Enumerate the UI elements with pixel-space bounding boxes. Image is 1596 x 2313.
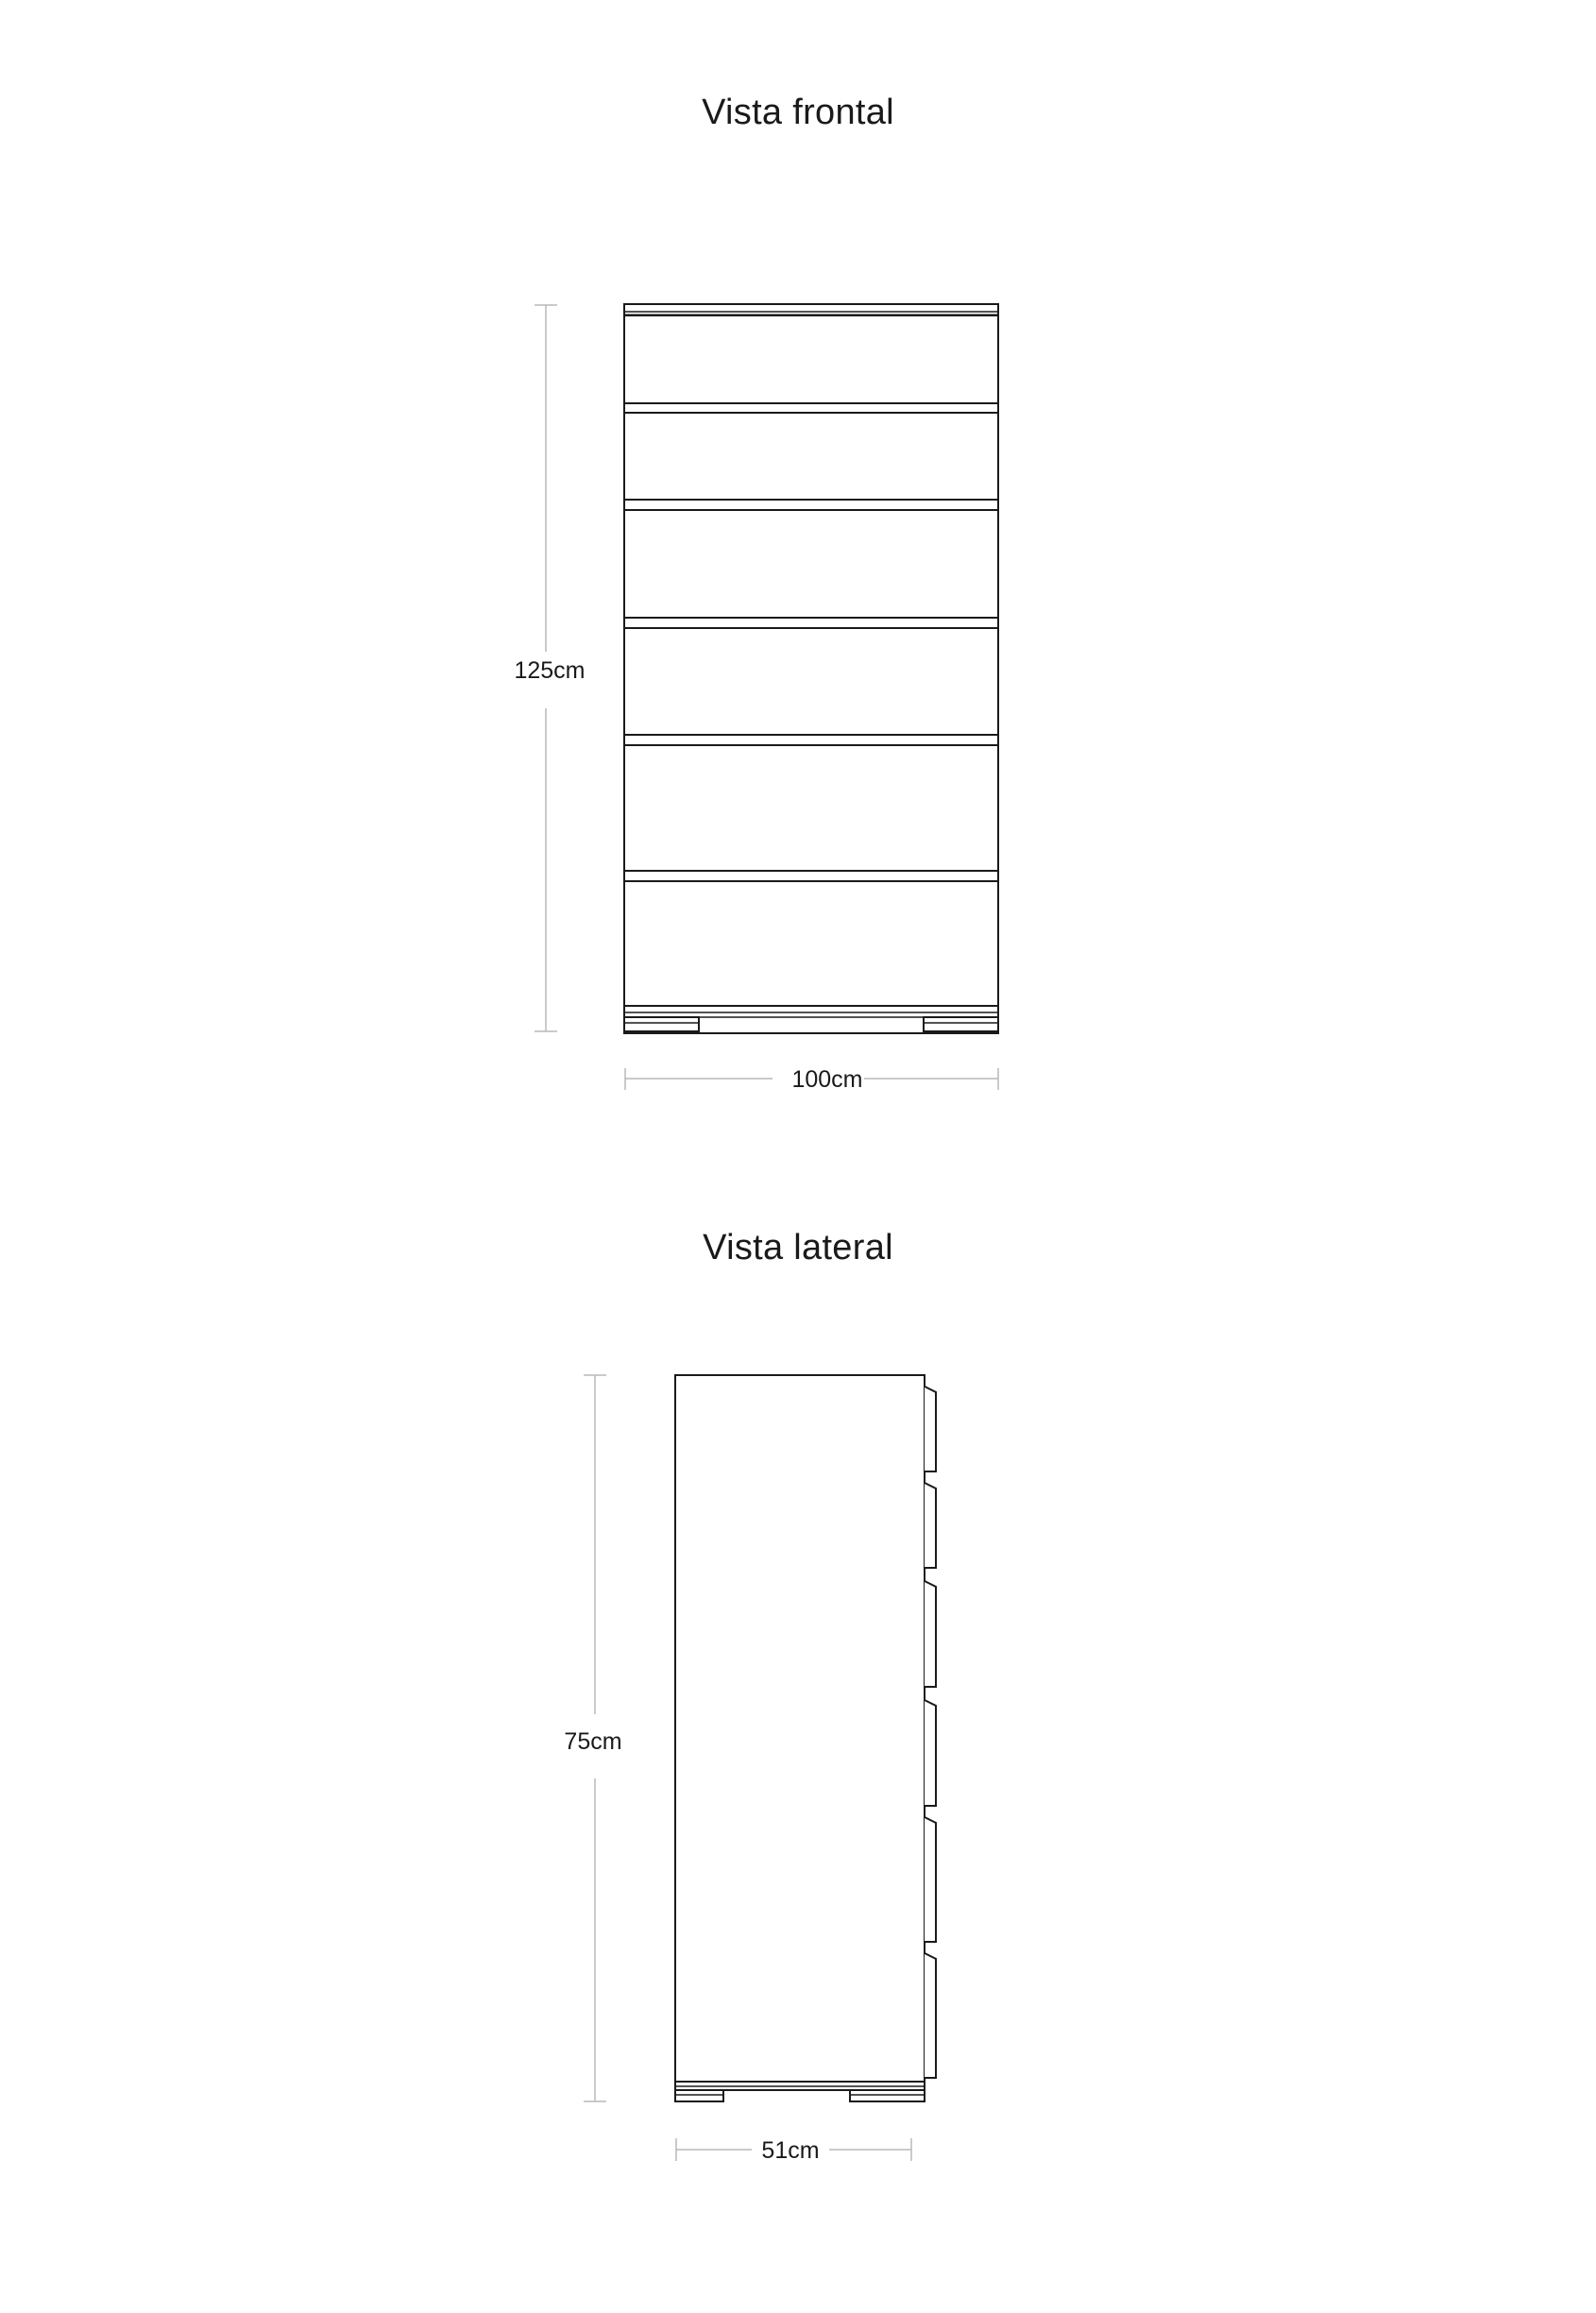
side-depth-dimension	[676, 2137, 911, 2164]
side-height-label: 75cm	[564, 1728, 622, 1755]
front-cabinet	[624, 304, 998, 1033]
front-foot-left	[624, 1017, 699, 1031]
side-drawer-front-3	[925, 1581, 936, 1687]
front-height-dimension	[514, 305, 585, 1031]
front-width-label: 100cm	[791, 1066, 863, 1093]
side-cabinet	[675, 1375, 936, 2101]
side-height-dimension	[564, 1375, 621, 2101]
front-width-dimension	[625, 1066, 998, 1093]
front-view	[514, 304, 998, 1093]
front-view-title: Vista frontal	[702, 93, 894, 132]
side-foot-right	[850, 2090, 925, 2101]
front-drawer-4	[624, 628, 998, 735]
front-drawer-2	[624, 413, 998, 500]
side-view	[564, 1375, 936, 2164]
side-drawer-front-1	[925, 1386, 936, 1471]
front-drawer-6	[624, 881, 998, 1006]
side-drawer-front-2	[925, 1483, 936, 1568]
side-drawer-front-6	[925, 1953, 936, 2078]
front-drawer-1	[624, 315, 998, 403]
side-drawer-front-5	[925, 1817, 936, 1942]
side-view-title: Vista lateral	[703, 1228, 893, 1267]
side-cabinet-outline	[675, 1375, 925, 2082]
side-drawer-front-4	[925, 1700, 936, 1806]
side-foot-left	[675, 2090, 723, 2101]
front-height-label: 125cm	[514, 657, 586, 684]
front-foot-right	[924, 1017, 998, 1031]
front-drawer-5	[624, 745, 998, 871]
side-depth-label: 51cm	[761, 2137, 820, 2164]
front-drawer-3	[624, 510, 998, 618]
